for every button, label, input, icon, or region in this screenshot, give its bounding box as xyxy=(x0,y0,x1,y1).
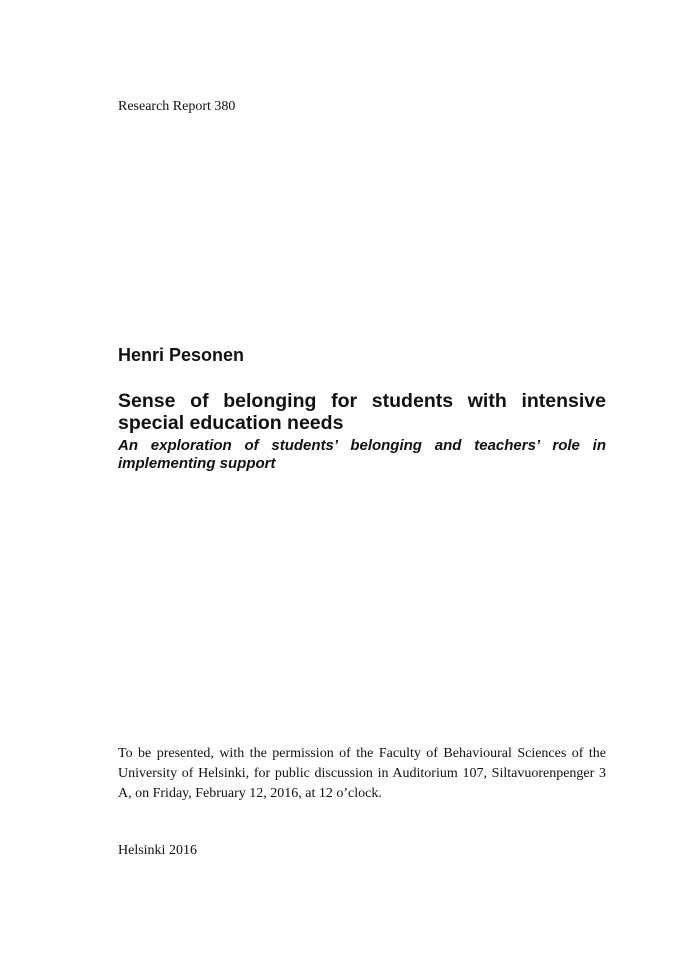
presentation-note: To be presented, with the permission of the Faculty of Behavioural Sciences of the University of Helsinki, for public discussion in Auditorium 107, Siltavuorenpenger 3 A, on Friday, February 12, 2016, at 12 o’clock. xyxy=(118,746,606,801)
author-name: Henri Pesonen xyxy=(118,345,245,365)
report-series: Research Report 380 xyxy=(118,99,236,114)
place-year: Helsinki 2016 xyxy=(118,843,197,858)
thesis-title: Sense of belonging for students with intensive special education needs xyxy=(118,390,606,434)
thesis-subtitle: An exploration of students’ belonging and teachers’ role in implementing support xyxy=(118,437,606,472)
